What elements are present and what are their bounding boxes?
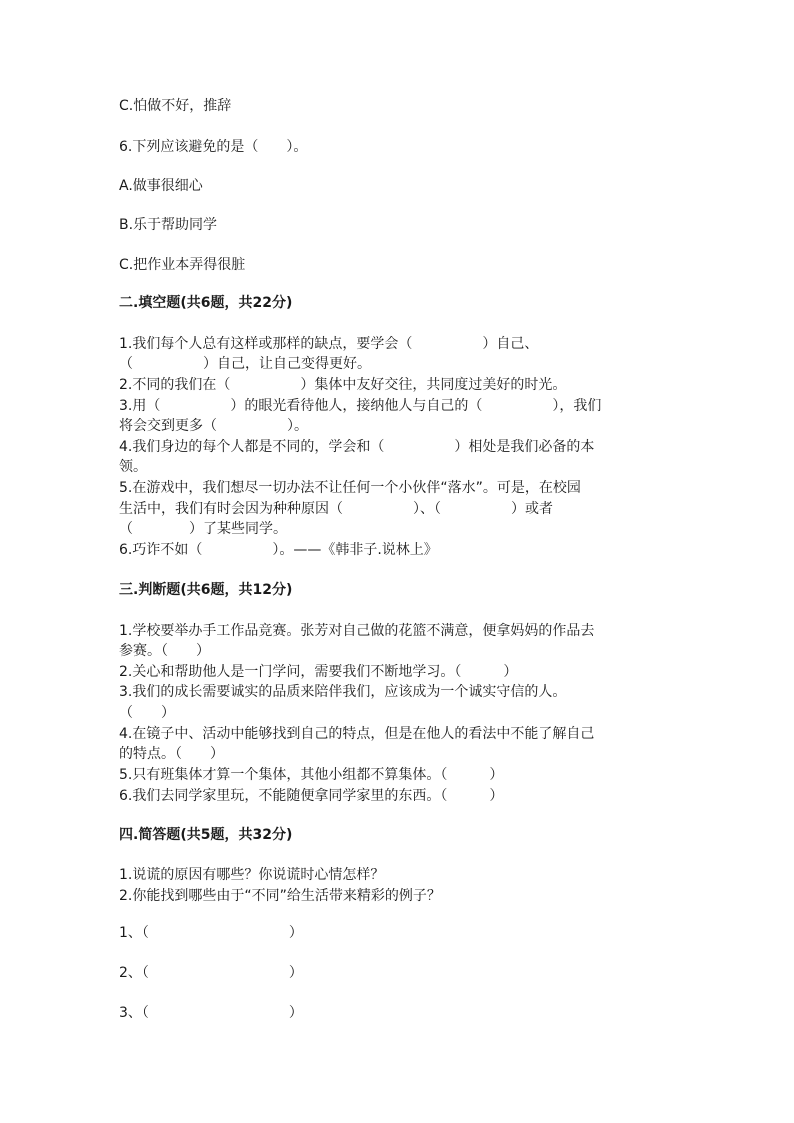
judgement-line: 4.在镜子中、活动中能够找到自己的特点，但是在他人的看法中不能了解自己 <box>119 726 595 742</box>
q5-option-c: C.怕做不好，推辞 <box>119 98 232 114</box>
q6-option-c: C.把作业本弄得很脏 <box>119 257 246 273</box>
answer-blank-3: 3、（ ） <box>119 1005 303 1021</box>
judgement-line: 的特点。（ ） <box>119 746 224 762</box>
fill-blank-line: 4.我们身边的每个人都是不同的，学会和（ ）相处是我们必备的本 <box>119 439 595 455</box>
q6-option-b: B.乐于帮助同学 <box>119 217 218 233</box>
short-answer-q2: 2.你能找到哪些由于“不同”给生活带来精彩的例子？ <box>119 888 441 904</box>
fill-blank-heading: 二.填空题(共6题，共22分) <box>119 295 293 311</box>
fill-blank-line: 领。 <box>119 459 147 475</box>
judgement-line: 2.关心和帮助他人是一门学问，需要我们不断地学习。（ ） <box>119 664 518 680</box>
judgement-line: 参赛。（ ） <box>119 643 210 659</box>
judgement-line: 6.我们去同学家里玩，不能随便拿同学家里的东西。（ ） <box>119 788 504 804</box>
q6-option-a: A.做事很细心 <box>119 178 203 194</box>
q6-stem: 6.下列应该避免的是（ ）。 <box>119 139 308 155</box>
judgement-line: 1.学校要举办手工作品竞赛。张芳对自己做的花篮不满意，便拿妈妈的作品去 <box>119 623 595 639</box>
fill-blank-line: 6.巧诈不如（ ）。——《韩非子.说林上》 <box>119 542 438 558</box>
short-answer-heading: 四.简答题(共5题，共32分) <box>119 827 293 843</box>
fill-blank-line: 2.不同的我们在（ ）集体中友好交往，共同度过美好的时光。 <box>119 377 567 393</box>
fill-blank-line: 将会交到更多（ ）。 <box>119 418 308 434</box>
answer-blank-2: 2、（ ） <box>119 965 303 981</box>
short-answer-q1: 1.说谎的原因有哪些？你说谎时心情怎样？ <box>119 867 385 883</box>
fill-blank-line: 生活中，我们有时会因为种种原因（ ）、（ ）或者 <box>119 501 553 517</box>
fill-blank-line: （ ）了某些同学。 <box>119 521 287 537</box>
answer-blank-1: 1、（ ） <box>119 925 303 941</box>
fill-blank-line: 3.用（ ）的眼光看待他人，接纳他人与自己的（ ），我们 <box>119 398 602 414</box>
fill-blank-line: 5.在游戏中，我们想尽一切办法不让任何一个小伙伴“落水”。可是，在校园 <box>119 480 581 496</box>
judgement-line: 3.我们的成长需要诚实的品质来陪伴我们，应该成为一个诚实守信的人。 <box>119 684 567 700</box>
fill-blank-line: （ ）自己，让自己变得更好。 <box>119 356 371 372</box>
fill-blank-line: 1.我们每个人总有这样或那样的缺点，要学会（ ）自己、 <box>119 336 539 352</box>
judgement-line: 5.只有班集体才算一个集体，其他小组都不算集体。（ ） <box>119 767 504 783</box>
judgement-heading: 三.判断题(共6题，共12分) <box>119 582 293 598</box>
judgement-line: （ ） <box>119 705 175 721</box>
